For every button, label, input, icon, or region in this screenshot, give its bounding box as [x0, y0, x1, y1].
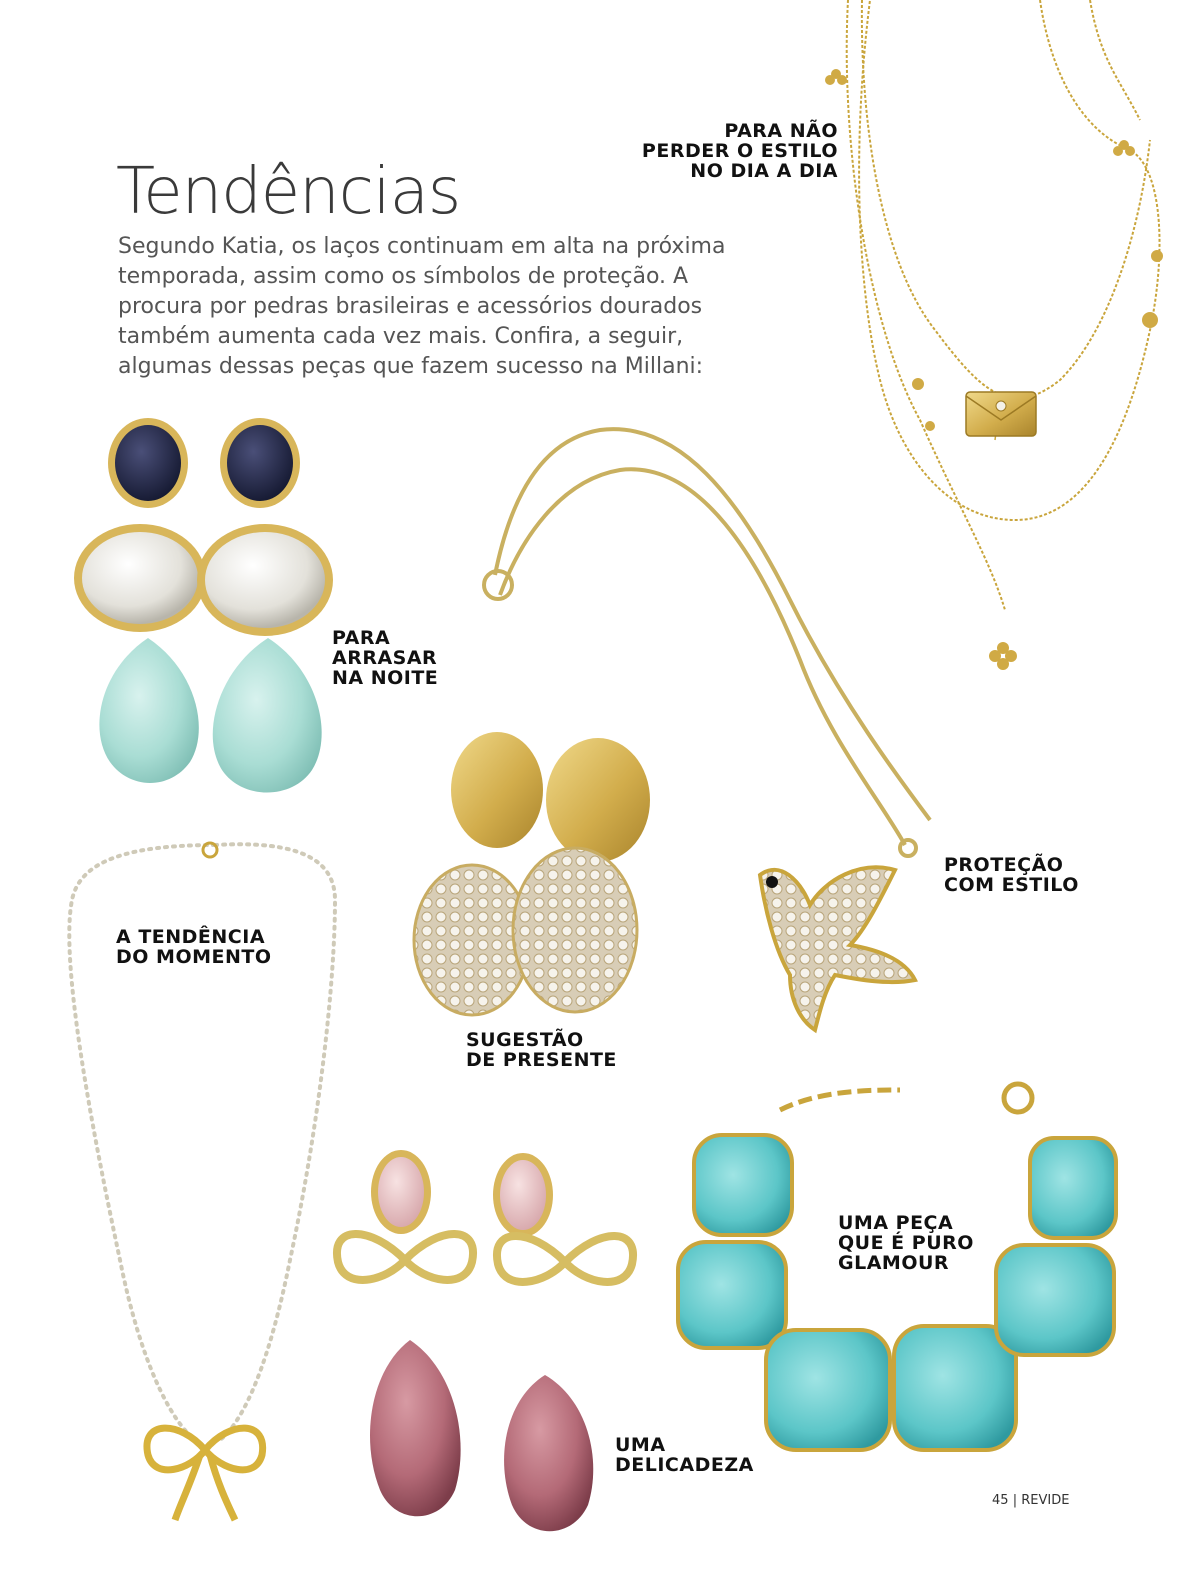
caption-estilo: PARA NÃO PERDER O ESTILO NO DIA A DIA — [641, 120, 838, 182]
footer-separator: | — [1012, 1493, 1018, 1508]
peace-charm-icon — [912, 250, 1163, 431]
clover-charm-icon — [825, 69, 1135, 670]
bow-pendant-icon — [147, 1428, 263, 1520]
envelope-charm-icon — [966, 392, 1036, 436]
layered-necklace-photo — [847, 0, 1160, 610]
caption-tendencia: A TENDÊNCIA DO MOMENTO — [116, 926, 272, 968]
caption-delicadeza: UMA DELICADEZA — [615, 1434, 754, 1476]
caption-protecao: PROTEÇÃO COM ESTILO — [944, 854, 1079, 896]
dove-pendant-icon — [760, 867, 915, 1030]
magazine-name: REVIDE — [1021, 1493, 1070, 1508]
intro-paragraph: Segundo Katia, os laços continuam em alta na próxima temporada, assim como os símbolos de proteção. A procura por pedras brasileiras e acessórios dourados também aumenta cada vez mais. Confira, a seguir, algumas dessas peças que fazem sucesso na Millani: — [118, 234, 726, 379]
bow-earrings-photo — [337, 1150, 633, 1531]
caption-glamour: UMA PEÇA QUE É PURO GLAMOUR — [838, 1212, 974, 1274]
page-title: Tendências — [116, 155, 461, 229]
caption-noite: PARA ARRASAR NA NOITE — [332, 627, 439, 689]
crystal-earrings-photo — [414, 732, 650, 1015]
caption-presente: SUGESTÃO DE PRESENTE — [466, 1029, 617, 1071]
page-number: 45 — [992, 1493, 1009, 1508]
page-footer — [992, 1493, 1069, 1508]
pearl-earrings-photo — [74, 418, 333, 793]
